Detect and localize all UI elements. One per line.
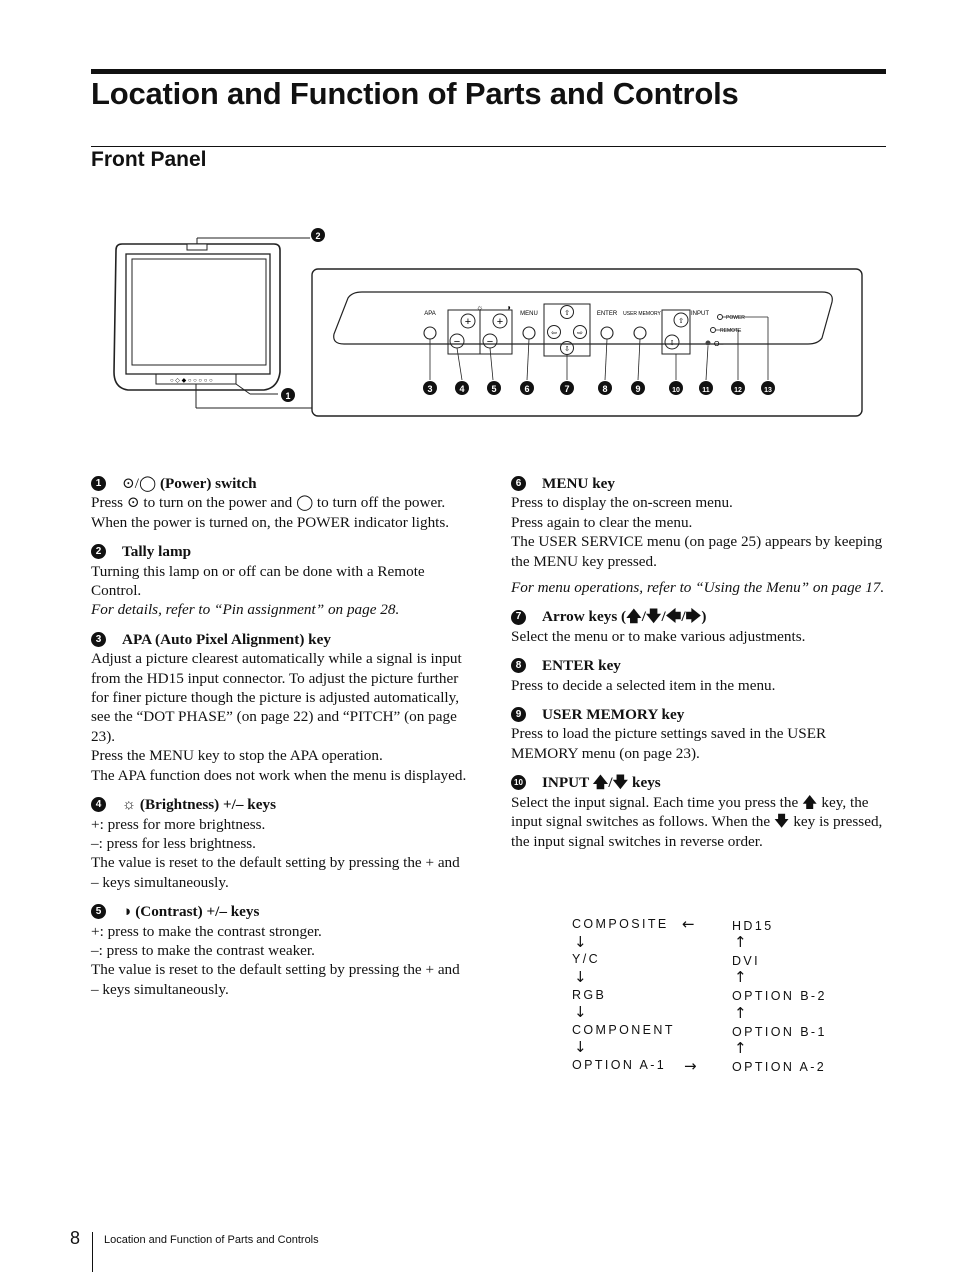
item-tally-lamp: 2 Tally lamp Turning this lamp on or off can be done with a Remote Control. For details, refer to “Pin assignment” on page 28. bbox=[91, 543, 425, 619]
item-apa-key: 3 APA (Auto Pixel Alignment) key Adjust a picture clearest automatically while a signal is input from the HD15 input connector. To adjust the picture further for finer picture though the picture is adjusted automatically, see the “DOT PHASE” (on page 22) and “PITCH” (on page 23). Press the MENU key to stop the APA operation. The APA function does not work when the menu is displayed. bbox=[91, 630, 467, 784]
flow-left-4: OPTION A-1 bbox=[572, 1058, 667, 1072]
arrow-down-icon: ↓ bbox=[574, 1003, 587, 1021]
arrow-up-icon: ↑ bbox=[734, 1004, 747, 1022]
contrast-icon: ◑ bbox=[122, 903, 132, 921]
svg-text:ENTER: ENTER bbox=[596, 311, 618, 317]
callout-1 bbox=[281, 388, 295, 402]
callout-2 bbox=[311, 228, 325, 242]
svg-text:2: 2 bbox=[315, 231, 321, 241]
svg-text:⇨: ⇨ bbox=[577, 330, 583, 337]
svg-text:⇩: ⇩ bbox=[669, 340, 675, 347]
svg-text:☼: ☼ bbox=[476, 303, 484, 312]
item-menu-key: 6 MENU key Press to display the on-screen menu. Press again to clear the menu. The USER SERVICE menu (on page 25) appears by keeping the MENU key pressed. For menu operations, refer to “Using the Menu” on page 17. bbox=[511, 475, 885, 597]
arrow-up-icon: ↑ bbox=[734, 968, 747, 986]
item-user-memory-key: 9 USER MEMORY key Press to load the picture settings saved in the USER MEMORY menu (on page 23). bbox=[511, 706, 827, 762]
arrow-up-icon: ↑ bbox=[734, 1039, 747, 1057]
svg-text:⇧: ⇧ bbox=[564, 310, 570, 317]
flow-right-3: OPTION B-1 bbox=[732, 1025, 827, 1039]
svg-text:10: 10 bbox=[672, 387, 680, 394]
brightness-icon: ☼ bbox=[122, 796, 136, 814]
item-brightness-keys: 4 ☼ (Brightness) +/– keys +: press for more brightness. –: press for less brightness. The value is reset to the default setting by pressing the + and – keys simultaneously. bbox=[91, 796, 460, 891]
svg-text:O‒: O‒ bbox=[714, 341, 724, 348]
svg-text:5: 5 bbox=[491, 384, 497, 394]
arrow-right-icon: → bbox=[684, 1057, 697, 1075]
svg-text:+: + bbox=[496, 316, 504, 328]
svg-text:−: − bbox=[486, 336, 494, 348]
item-contrast-keys: 5 ◑ (Contrast) +/– keys +: press to make the contrast stronger. –: press to make the contrast weaker. The value is reset to the default setting by pressing the + and – keys simultaneously. bbox=[91, 903, 460, 998]
arrow-down-icon: ↓ bbox=[574, 933, 587, 951]
svg-text:⇦: ⇦ bbox=[551, 330, 557, 337]
item-enter-key: 8 ENTER key Press to decide a selected item in the menu. bbox=[511, 657, 776, 694]
svg-text:6: 6 bbox=[524, 384, 530, 394]
monitor-illustration bbox=[114, 238, 312, 408]
svg-text:7: 7 bbox=[564, 384, 570, 394]
right-column bbox=[511, 474, 887, 861]
front-panel-diagram bbox=[100, 222, 870, 422]
tally-lamp-icon bbox=[187, 244, 207, 250]
item-power-switch: 1 ⊙/◯ (Power) switch Press ⊙ to turn on the power and ◯ to turn off the power. When the power is turned on, the POWER indicator lights. bbox=[91, 475, 450, 531]
flow-right-1: DVI bbox=[732, 954, 761, 968]
flow-right-4: OPTION A-2 bbox=[732, 1060, 827, 1074]
footer-text: Location and Function of Parts and Controls bbox=[104, 1234, 319, 1246]
flow-left-3: COMPONENT bbox=[572, 1023, 675, 1037]
svg-text:9: 9 bbox=[635, 384, 641, 394]
svg-text:12: 12 bbox=[734, 387, 742, 394]
svg-text:11: 11 bbox=[702, 387, 710, 394]
flow-right-2: OPTION B-2 bbox=[732, 989, 827, 1003]
power-icon: ⊙/◯ bbox=[122, 475, 156, 492]
arrow-down-icon: ↓ bbox=[574, 968, 587, 986]
flow-right-0: HD15 bbox=[732, 919, 774, 933]
footer-divider bbox=[92, 1232, 93, 1272]
svg-text:4: 4 bbox=[459, 384, 465, 394]
section-rule bbox=[91, 146, 886, 147]
svg-text:REMOTE: REMOTE bbox=[720, 328, 742, 334]
section-title: Front Panel bbox=[91, 148, 207, 171]
panel-strip bbox=[334, 292, 833, 344]
svg-text:USER MEMORY: USER MEMORY bbox=[623, 311, 661, 317]
arrow-down-icon: ↓ bbox=[574, 1038, 587, 1056]
flow-left-2: RGB bbox=[572, 988, 607, 1002]
svg-text:INPUT: INPUT bbox=[691, 311, 709, 317]
flow-left-1: Y/C bbox=[572, 952, 601, 966]
page-number: 8 bbox=[70, 1228, 81, 1248]
svg-text:APA: APA bbox=[424, 311, 436, 317]
page-title: Location and Function of Parts and Controls bbox=[91, 76, 739, 111]
svg-text:POWER: POWER bbox=[726, 315, 745, 321]
svg-text:8: 8 bbox=[602, 384, 608, 394]
title-rule bbox=[91, 69, 886, 74]
svg-text:MENU: MENU bbox=[520, 311, 538, 317]
svg-text:1: 1 bbox=[285, 391, 291, 401]
svg-text:⇩: ⇩ bbox=[564, 346, 570, 353]
svg-text:−: − bbox=[453, 336, 461, 348]
svg-text:13: 13 bbox=[764, 387, 772, 394]
arrow-up-icon: ↑ bbox=[734, 933, 747, 951]
svg-text:⇧: ⇧ bbox=[678, 318, 684, 325]
svg-text:○ ◇ ◆ ○ ○ ○ ○ ○: ○ ◇ ◆ ○ ○ ○ ○ ○ bbox=[170, 378, 213, 384]
flow-left-0: COMPOSITE bbox=[572, 917, 669, 931]
left-column bbox=[91, 474, 467, 1009]
svg-text:◑: ◑ bbox=[506, 303, 511, 312]
svg-text:3: 3 bbox=[427, 384, 433, 394]
item-arrow-keys: 7 Arrow keys (🡅/🡇/🡄/🡆) Select the menu or to make various adjustments. bbox=[511, 608, 806, 645]
arrow-left-icon: ← bbox=[682, 915, 695, 933]
item-input-keys: 10 INPUT 🡅/🡇 keys Select the input signal. Each time you press the 🡅 key, the input signal switches as follows. When the 🡇 key is pressed, the input signal switches in reverse order. bbox=[511, 774, 883, 850]
svg-text:+: + bbox=[464, 316, 472, 328]
